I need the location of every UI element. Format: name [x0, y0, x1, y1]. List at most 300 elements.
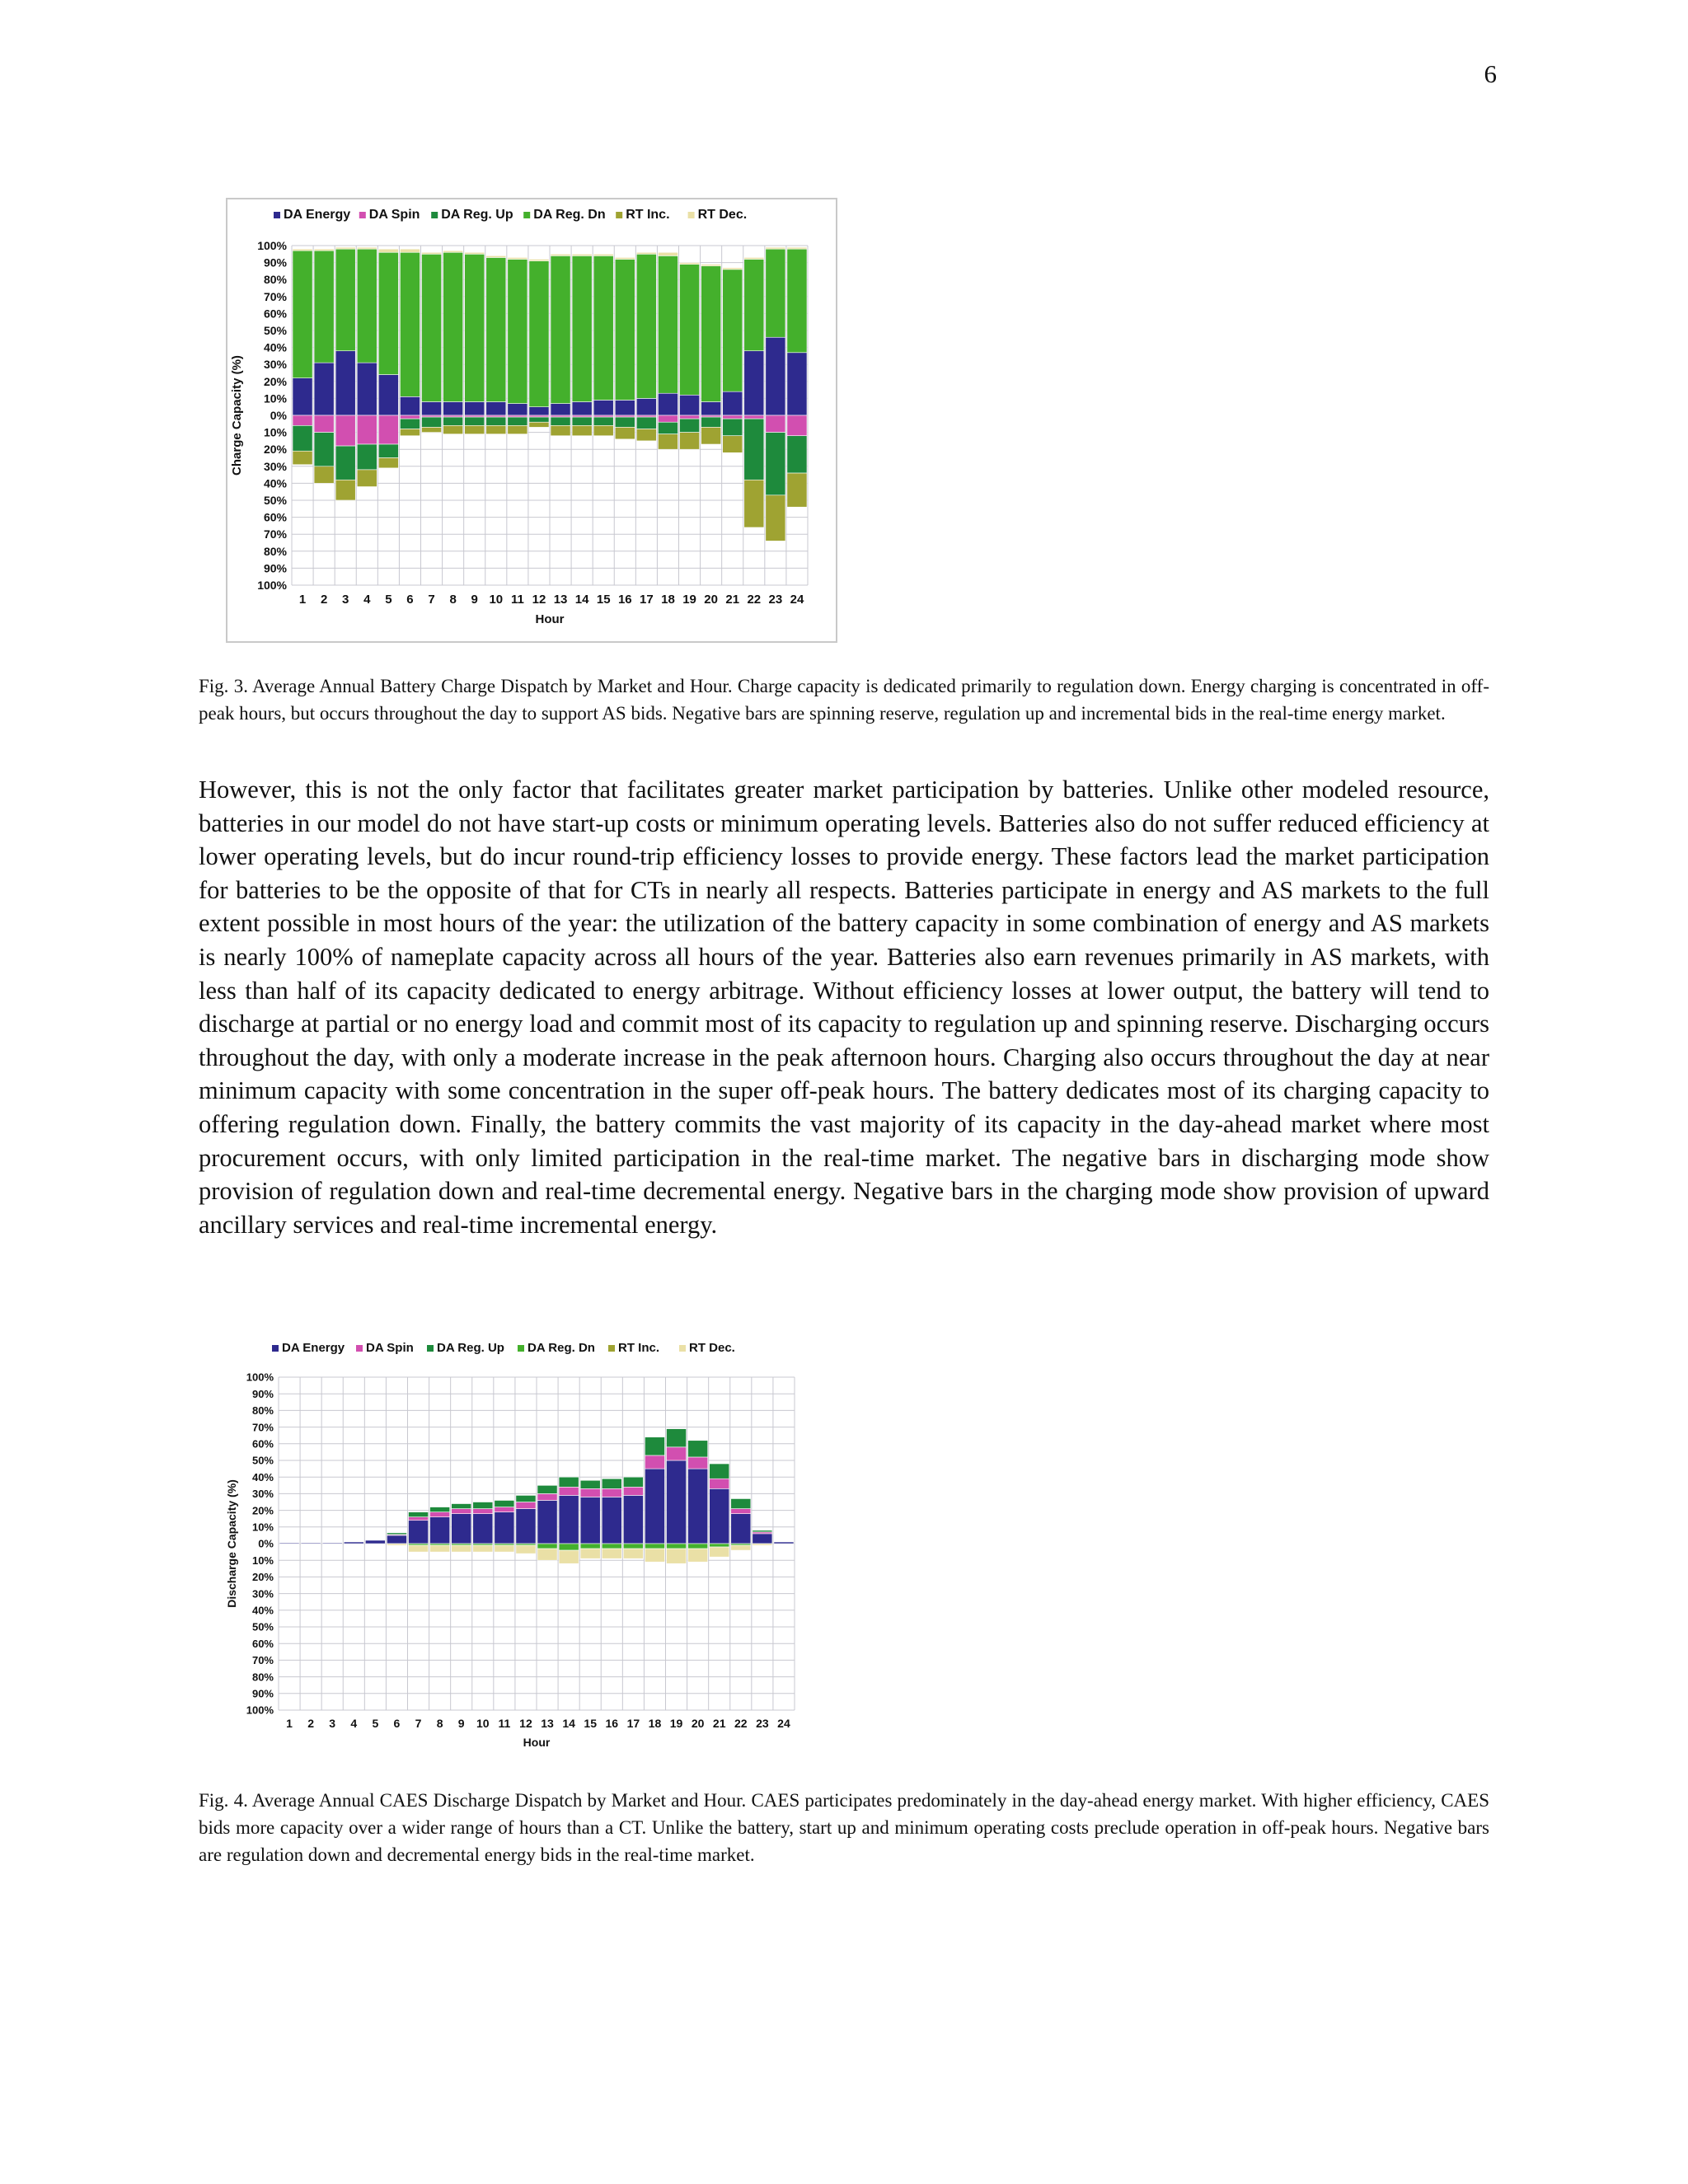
bar-da-spin-hour-14	[572, 415, 592, 417]
y-tick-label: 80%	[251, 1671, 274, 1684]
legend-swatch-da-energy	[274, 212, 280, 218]
bar-rt-dec-hour-23	[766, 247, 785, 249]
bar-da-reg-up-hour-11	[508, 417, 528, 425]
y-tick-label: 70%	[263, 527, 287, 541]
bar-da-reg-dn-hour-17	[623, 1544, 643, 1549]
bar-da-spin-hour-13	[537, 1493, 557, 1500]
x-tick-label: 13	[553, 593, 568, 607]
bar-rt-dec-hour-8	[430, 1545, 450, 1552]
y-tick-label: 100%	[246, 1371, 274, 1384]
y-tick-label: 90%	[263, 255, 287, 269]
y-tick-label: 50%	[263, 324, 287, 338]
bar-rt-inc-hour-16	[615, 427, 635, 438]
bar-rt-inc-hour-10	[486, 425, 506, 434]
bar-rt-dec-hour-17	[623, 1549, 643, 1558]
bar-da-spin-hour-20	[701, 415, 721, 417]
x-tick-label: 15	[596, 593, 611, 607]
bar-da-reg-up-hour-16	[615, 417, 635, 427]
bar-da-spin-hour-2	[314, 415, 334, 433]
legend-label-da-spin: DA Spin	[368, 208, 420, 222]
bar-da-reg-up-hour-20	[701, 417, 721, 427]
bar-da-reg-dn-hour-4	[357, 249, 377, 363]
bar-da-energy-hour-13	[551, 404, 570, 415]
bar-da-reg-dn-hour-16	[602, 1544, 621, 1549]
bar-da-reg-up-hour-19	[667, 1429, 687, 1447]
y-tick-label: 20%	[263, 374, 287, 388]
bar-da-spin-hour-3	[335, 415, 355, 446]
y-tick-label: 60%	[251, 1437, 274, 1451]
legend-swatch-da-reg-dn	[523, 212, 530, 218]
bar-da-energy-hour-22	[731, 1514, 751, 1544]
bar-da-reg-dn-hour-1	[293, 251, 312, 378]
bar-da-reg-up-hour-11	[495, 1500, 514, 1507]
y-tick-label: 30%	[251, 1488, 274, 1501]
bar-da-spin-hour-4	[357, 415, 377, 444]
x-tick-label: 11	[498, 1717, 511, 1730]
bar-rt-dec-hour-5	[378, 249, 398, 252]
x-tick-label: 1	[298, 593, 307, 607]
bar-rt-inc-hour-8	[443, 425, 463, 434]
y-tick-label: 100%	[257, 239, 287, 253]
bar-da-energy-hour-2	[314, 363, 334, 415]
bar-da-reg-dn-hour-22	[731, 1544, 751, 1545]
bar-rt-dec-hour-11	[508, 257, 528, 259]
bar-da-reg-dn-hour-9	[452, 1544, 471, 1545]
bar-rt-dec-hour-1	[293, 249, 312, 251]
x-tick-label: 23	[756, 1717, 769, 1730]
x-axis-label: Hour	[523, 1736, 551, 1749]
bar-da-reg-dn-hour-8	[430, 1544, 450, 1545]
bar-rt-inc-hour-4	[357, 470, 377, 487]
bar-da-reg-dn-hour-20	[688, 1544, 708, 1549]
x-tick-label: 21	[712, 1717, 726, 1730]
bar-da-energy-hour-12	[529, 407, 549, 415]
bar-rt-dec-hour-16	[615, 257, 635, 259]
x-tick-label: 22	[734, 1717, 748, 1730]
y-tick-label: 50%	[251, 1454, 274, 1467]
bar-da-reg-dn-hour-24	[787, 249, 807, 353]
bar-da-energy-hour-19	[680, 395, 700, 415]
y-tick-label: 70%	[251, 1654, 274, 1667]
bar-da-reg-dn-hour-18	[658, 255, 678, 393]
bar-rt-dec-hour-22	[731, 1545, 751, 1550]
bar-da-spin-hour-8	[430, 1512, 450, 1517]
bar-da-energy-hour-14	[572, 402, 592, 415]
legend-label-da-reg-up: DA Reg. Up	[441, 208, 513, 222]
y-tick-label: 70%	[263, 289, 287, 303]
bar-da-spin-hour-13	[551, 415, 570, 417]
bar-da-reg-dn-hour-21	[710, 1544, 729, 1547]
x-tick-label: 10	[489, 593, 504, 607]
bar-da-reg-dn-hour-10	[486, 257, 506, 401]
bar-rt-dec-hour-14	[572, 254, 592, 255]
legend-label-da-reg-up: DA Reg. Up	[437, 1341, 504, 1355]
y-tick-label: 10%	[251, 1521, 274, 1534]
bar-da-spin-hour-15	[580, 1488, 600, 1497]
legend-label-da-energy: DA Energy	[284, 208, 351, 222]
bar-da-reg-up-hour-8	[430, 1507, 450, 1512]
legend-swatch-da-reg-up	[427, 1345, 434, 1352]
x-tick-label: 7	[428, 593, 435, 607]
bar-da-energy-hour-4	[357, 363, 377, 415]
bar-da-energy-hour-11	[508, 404, 528, 415]
bar-da-spin-hour-10	[486, 415, 506, 417]
bar-rt-dec-hour-10	[473, 1545, 493, 1552]
bar-rt-inc-hour-1	[293, 451, 312, 464]
bar-da-reg-up-hour-10	[486, 417, 506, 425]
x-tick-label: 16	[617, 593, 632, 607]
bar-da-spin-hour-12	[529, 415, 549, 417]
bar-da-energy-hour-15	[580, 1497, 600, 1544]
legend-swatch-da-reg-up	[431, 212, 438, 218]
bar-da-spin-hour-10	[473, 1509, 493, 1514]
y-tick-label: 40%	[251, 1604, 274, 1617]
bar-da-reg-up-hour-3	[335, 446, 355, 480]
bar-da-energy-hour-1	[279, 1543, 299, 1544]
y-tick-label: 50%	[263, 494, 287, 508]
bar-da-reg-up-hour-14	[559, 1477, 579, 1487]
bar-da-reg-dn-hour-12	[529, 261, 549, 407]
bar-da-reg-up-hour-9	[465, 417, 485, 425]
y-tick-label: 0%	[258, 1537, 274, 1550]
x-tick-label: 12	[532, 593, 546, 607]
bar-da-spin-hour-19	[667, 1447, 687, 1460]
bar-da-spin-hour-20	[688, 1457, 708, 1469]
bar-rt-dec-hour-9	[465, 252, 485, 254]
bar-da-reg-up-hour-7	[409, 1512, 429, 1517]
bar-rt-inc-hour-3	[335, 480, 355, 500]
bar-da-reg-up-hour-18	[645, 1437, 664, 1455]
y-tick-label: 60%	[251, 1637, 274, 1650]
bar-da-reg-dn-hour-19	[680, 265, 700, 396]
x-tick-label: 1	[286, 1717, 293, 1730]
bar-da-spin-hour-21	[723, 415, 743, 419]
y-axis-label: Charge Capacity (%)	[230, 355, 244, 476]
bar-da-reg-dn-hour-2	[314, 251, 334, 363]
bar-da-reg-up-hour-13	[537, 1485, 557, 1493]
x-tick-label: 17	[626, 1717, 640, 1730]
bar-da-reg-dn-hour-17	[636, 254, 656, 398]
y-tick-label: 10%	[263, 391, 287, 405]
x-tick-label: 2	[320, 593, 328, 607]
bar-rt-inc-hour-6	[400, 429, 420, 435]
bar-rt-inc-hour-19	[680, 433, 700, 450]
bar-da-energy-hour-20	[701, 402, 721, 415]
bar-da-energy-hour-20	[688, 1469, 708, 1544]
y-tick-label: 20%	[263, 443, 287, 457]
bar-rt-inc-hour-22	[744, 480, 764, 527]
bar-rt-dec-hour-19	[680, 263, 700, 265]
bar-da-reg-up-hour-24	[787, 436, 807, 473]
bar-da-reg-dn-hour-14	[559, 1544, 579, 1550]
bar-da-spin-hour-16	[615, 415, 635, 417]
figure-4-caes-discharge-chart	[223, 1331, 816, 1760]
bar-da-energy-hour-9	[452, 1514, 471, 1544]
legend-swatch-da-spin	[359, 212, 366, 218]
bar-da-spin-hour-11	[508, 415, 528, 417]
bar-rt-dec-hour-20	[688, 1549, 708, 1562]
y-tick-label: 100%	[257, 579, 287, 593]
bar-da-reg-dn-hour-11	[495, 1544, 514, 1545]
bar-da-energy-hour-24	[787, 353, 807, 415]
body-paragraph: However, this is not the only factor that facilitates greater market participation by batteries. Unlike other modeled resource, batteries in our model do not have start-up costs or minimum operating levels. Batteries also do not suffer reduced efficiency at lower operating levels, but do incur round-trip efficiency losses to provide energy. These factors lead the market participation for batteries to be the opposite of that for CTs in nearly all respects. Batteries participate in energy and AS markets to the full extent possible in most hours of the year: the utilization of the battery capacity in some combination of energy and AS markets is nearly 100% of nameplate capacity across all hours of the year. Batteries also earn revenues primarily in AS markets, with less than half of its capacity dedicated to energy arbitrage. Without efficiency losses at lower output, the battery will tend to discharge at partial or no energy load and commit most of its capacity to regulation up and spinning reserve. Discharging occurs throughout the day, with only a moderate increase in the peak afternoon hours. Charging also occurs throughout the day at near minimum capacity with some concentration in the super off-peak hours. The battery dedicates most of its charging capacity to offering regulation down. Finally, the battery commits the vast majority of its capacity in the day-ahead market where most procurement occurs, with only limited participation in the real-time market. The negative bars in discharging mode show provision of regulation down and real-time decremental energy. Negative bars in the charging mode show provision of upward ancillary services and real-time incremental energy.	[199, 776, 1489, 1239]
bar-rt-dec-hour-11	[495, 1545, 514, 1552]
x-tick-label: 7	[415, 1717, 422, 1730]
bar-rt-inc-hour-14	[572, 425, 592, 435]
bar-rt-dec-hour-6	[400, 249, 420, 252]
bar-rt-dec-hour-8	[443, 251, 463, 252]
bar-da-reg-up-hour-17	[636, 417, 656, 429]
bar-rt-dec-hour-23	[753, 1544, 772, 1545]
chart-legend	[272, 1341, 735, 1355]
bar-rt-dec-hour-17	[636, 252, 656, 254]
bar-da-reg-dn-hour-13	[551, 255, 570, 403]
bar-da-reg-up-hour-1	[293, 425, 312, 451]
bar-da-energy-hour-12	[516, 1509, 536, 1544]
x-tick-label: 14	[574, 593, 589, 607]
bar-da-energy-hour-15	[593, 400, 613, 415]
y-tick-label: 30%	[263, 459, 287, 473]
bar-da-spin-hour-11	[495, 1507, 514, 1512]
figure-3-caption: Fig. 3. Average Annual Battery Charge Dispatch by Market and Hour. Charge capacity is dedicated primarily to regulation down. Energy charging is concentrated in off-peak hours, but occurs throughout the day to support AS bids. Negative bars are spinning reserve, regulation up and incremental bids in the real-time energy market.	[199, 676, 1489, 724]
x-tick-label: 3	[329, 1717, 336, 1730]
x-tick-label: 9	[471, 593, 478, 607]
bar-da-spin-hour-18	[658, 415, 678, 422]
bar-da-reg-dn-hour-8	[443, 252, 463, 401]
bar-da-reg-dn-hour-3	[335, 249, 355, 351]
bar-da-spin-hour-17	[636, 415, 656, 417]
legend-swatch-rt-dec	[679, 1345, 686, 1352]
y-tick-label: 20%	[251, 1504, 274, 1517]
x-tick-label: 9	[457, 1717, 465, 1730]
legend-label-da-reg-dn: DA Reg. Dn	[533, 208, 606, 222]
chart-legend	[274, 208, 747, 222]
bar-da-reg-up-hour-14	[572, 417, 592, 425]
bar-da-energy-hour-10	[486, 402, 506, 415]
bar-rt-dec-hour-16	[602, 1549, 621, 1558]
bar-da-energy-hour-3	[322, 1543, 342, 1544]
bar-da-energy-hour-14	[559, 1495, 579, 1544]
bar-da-reg-up-hour-15	[593, 417, 613, 425]
bar-da-energy-hour-23	[766, 337, 785, 415]
bar-da-energy-hour-22	[744, 351, 764, 415]
bar-da-energy-hour-8	[430, 1517, 450, 1544]
bar-rt-dec-hour-22	[744, 257, 764, 259]
bar-da-spin-hour-23	[766, 415, 785, 433]
x-tick-label: 23	[768, 593, 783, 607]
bar-rt-dec-hour-6	[387, 1544, 406, 1545]
bar-da-energy-hour-5	[365, 1540, 385, 1544]
bar-da-spin-hour-16	[602, 1488, 621, 1497]
bar-rt-inc-hour-12	[529, 422, 549, 427]
bar-da-energy-hour-21	[723, 391, 743, 415]
page-number: 6	[1484, 59, 1497, 88]
bar-da-reg-dn-hour-20	[701, 266, 721, 402]
x-tick-labels	[286, 1717, 790, 1730]
y-tick-label: 60%	[263, 307, 287, 321]
bar-da-reg-up-hour-23	[766, 433, 785, 495]
x-tick-label: 3	[342, 593, 349, 607]
bar-da-reg-up-hour-2	[314, 433, 334, 466]
legend-swatch-da-reg-dn	[518, 1345, 524, 1352]
bar-da-reg-up-hour-20	[688, 1441, 708, 1457]
bar-da-reg-dn-hour-23	[766, 249, 785, 337]
bar-rt-dec-hour-12	[529, 259, 549, 260]
x-tick-label: 10	[476, 1717, 490, 1730]
x-tick-label: 18	[648, 1717, 662, 1730]
bar-rt-dec-hour-15	[580, 1549, 600, 1558]
y-tick-label: 40%	[263, 340, 287, 354]
y-tick-label: 20%	[251, 1571, 274, 1584]
bar-da-energy-hour-7	[409, 1521, 429, 1544]
bar-da-energy-hour-8	[443, 402, 463, 415]
bar-da-reg-dn-hour-22	[744, 259, 764, 350]
x-axis-label: Hour	[535, 612, 565, 626]
bar-da-reg-up-hour-10	[473, 1502, 493, 1509]
legend-swatch-da-spin	[356, 1345, 363, 1352]
x-tick-label: 22	[747, 593, 762, 607]
x-tick-label: 12	[519, 1717, 532, 1730]
bar-da-reg-up-hour-21	[710, 1464, 729, 1479]
bar-da-energy-hour-6	[400, 396, 420, 415]
y-tick-label: 90%	[263, 561, 287, 575]
y-axis-label: Discharge Capacity (%)	[225, 1479, 238, 1608]
x-tick-label: 6	[393, 1717, 401, 1730]
bar-rt-dec-hour-9	[452, 1545, 471, 1552]
caes-discharge-dispatch-chart	[223, 1331, 816, 1760]
bar-rt-dec-hour-14	[559, 1550, 579, 1563]
bar-da-reg-up-hour-6	[400, 419, 420, 429]
bar-rt-dec-hour-24	[787, 247, 807, 249]
bar-da-reg-dn-hour-7	[422, 254, 442, 401]
y-tick-label: 70%	[251, 1421, 274, 1434]
y-tick-label: 30%	[251, 1587, 274, 1601]
bar-da-energy-hour-11	[495, 1512, 514, 1544]
x-tick-label: 24	[790, 593, 804, 607]
legend-label-rt-dec: RT Dec.	[697, 208, 748, 222]
bar-rt-dec-hour-2	[314, 249, 334, 251]
bar-rt-inc-hour-5	[378, 458, 398, 468]
bar-rt-dec-hour-18	[645, 1549, 664, 1562]
bar-da-energy-hour-7	[422, 402, 442, 415]
bar-da-spin-hour-6	[400, 415, 420, 419]
bar-rt-dec-hour-7	[422, 252, 442, 254]
bar-rt-dec-hour-21	[723, 268, 743, 269]
bar-da-energy-hour-9	[465, 402, 485, 415]
bar-da-reg-dn-hour-7	[409, 1544, 429, 1545]
legend-swatch-rt-dec	[688, 212, 695, 218]
bar-rt-dec-hour-19	[667, 1549, 687, 1563]
legend-label-rt-dec: RT Dec.	[689, 1341, 735, 1355]
y-tick-label: 90%	[251, 1687, 274, 1700]
y-tick-label: 100%	[246, 1704, 274, 1717]
y-tick-labels	[246, 1371, 274, 1717]
x-tick-label: 24	[777, 1717, 790, 1730]
bar-rt-dec-hour-3	[335, 247, 355, 249]
bar-da-energy-hour-4	[344, 1542, 363, 1544]
bar-da-reg-dn-hour-6	[400, 252, 420, 396]
bar-da-reg-up-hour-6	[387, 1533, 406, 1535]
bar-da-spin-hour-14	[559, 1487, 579, 1495]
bar-da-reg-up-hour-23	[753, 1530, 772, 1532]
bar-rt-dec-hour-12	[516, 1545, 536, 1554]
bar-da-spin-hour-5	[378, 415, 398, 444]
bar-rt-inc-hour-21	[723, 436, 743, 453]
figure-3-battery-charge-chart	[226, 198, 837, 643]
bar-da-reg-dn-hour-19	[667, 1544, 687, 1549]
x-tick-label: 19	[669, 1717, 683, 1730]
bar-da-energy-hour-19	[667, 1460, 687, 1544]
legend-swatch-rt-inc	[608, 1345, 615, 1352]
bar-da-reg-dn-hour-9	[465, 254, 485, 401]
bar-da-energy-hour-16	[602, 1497, 621, 1544]
bar-rt-dec-hour-13	[551, 254, 570, 255]
x-tick-label: 4	[350, 1717, 358, 1730]
bar-da-spin-hour-18	[645, 1455, 664, 1469]
bar-da-spin-hour-19	[680, 415, 700, 419]
bar-rt-dec-hour-15	[593, 254, 613, 255]
bar-da-reg-up-hour-4	[357, 444, 377, 470]
bar-da-reg-dn-hour-15	[593, 255, 613, 400]
bar-da-spin-hour-24	[787, 415, 807, 436]
x-tick-label: 19	[682, 593, 696, 607]
y-tick-label: 40%	[263, 476, 287, 490]
bar-da-reg-dn-hour-12	[516, 1544, 536, 1545]
bar-da-reg-up-hour-18	[658, 422, 678, 434]
bar-da-reg-dn-hour-16	[615, 259, 635, 400]
bar-da-reg-dn-hour-13	[537, 1544, 557, 1549]
bar-da-spin-hour-7	[409, 1517, 429, 1521]
bar-rt-inc-hour-7	[422, 427, 442, 432]
bar-da-reg-up-hour-12	[529, 417, 549, 422]
y-tick-label: 10%	[251, 1554, 274, 1567]
x-tick-label: 14	[562, 1717, 575, 1730]
bar-da-reg-dn-hour-5	[378, 252, 398, 374]
bar-da-energy-hour-17	[623, 1495, 643, 1544]
legend-swatch-rt-inc	[616, 212, 622, 218]
x-tick-label: 8	[449, 593, 457, 607]
battery-charge-dispatch-chart	[227, 199, 836, 641]
bar-rt-inc-hour-2	[314, 466, 334, 484]
x-tick-labels	[299, 593, 804, 607]
bar-da-spin-hour-7	[422, 415, 442, 417]
bar-rt-inc-hour-20	[701, 427, 721, 444]
bar-rt-inc-hour-11	[508, 425, 528, 434]
bar-rt-dec-hour-13	[537, 1549, 557, 1560]
bar-rt-inc-hour-23	[766, 495, 785, 541]
bar-da-reg-up-hour-12	[516, 1495, 536, 1502]
legend-label-da-reg-dn: DA Reg. Dn	[528, 1341, 595, 1355]
legend-swatch-da-energy	[272, 1345, 279, 1352]
bar-da-reg-up-hour-17	[623, 1477, 643, 1487]
y-tick-labels	[257, 239, 287, 592]
bar-da-reg-dn-hour-11	[508, 259, 528, 403]
y-tick-label: 30%	[263, 358, 287, 372]
y-tick-label: 90%	[251, 1387, 274, 1400]
x-tick-label: 11	[510, 593, 524, 607]
y-tick-label: 0%	[270, 409, 287, 423]
bar-da-reg-dn-hour-14	[572, 255, 592, 401]
bar-da-energy-hour-18	[658, 393, 678, 415]
x-tick-label: 8	[436, 1717, 443, 1730]
bar-da-reg-up-hour-8	[443, 417, 463, 425]
bar-da-spin-hour-15	[593, 415, 613, 417]
y-tick-label: 80%	[263, 544, 287, 558]
bar-rt-dec-hour-18	[658, 252, 678, 255]
bar-da-spin-hour-8	[443, 415, 463, 417]
bar-da-energy-hour-16	[615, 400, 635, 415]
x-tick-label: 16	[605, 1717, 619, 1730]
